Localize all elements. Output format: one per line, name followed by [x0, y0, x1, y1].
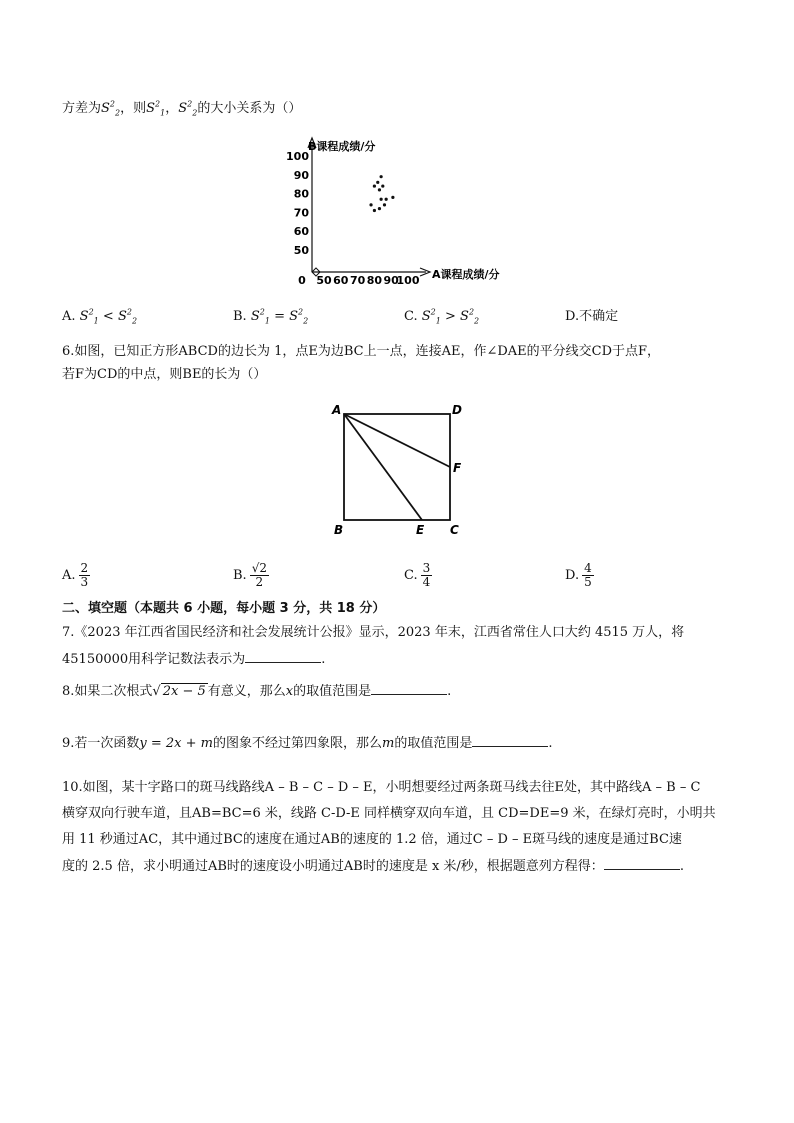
q7-line1: 7.《2023 年江西省国民经济和社会发展统计公报》显示，2023 年末，江西省常住人口大约 4515 万人，将 — [62, 625, 685, 640]
q10-line4 — [62, 857, 684, 876]
x-tick-label-0: 0 — [298, 274, 306, 287]
square-figure — [326, 400, 486, 540]
y-tick-label-90: 90 — [293, 168, 309, 182]
q7-end: . — [321, 652, 326, 667]
y-tick-label-100: 100 — [286, 150, 309, 163]
label-e: E — [416, 523, 425, 537]
x-tick-label-100: 100 — [396, 274, 420, 287]
y-tick-label-80: 80 — [293, 187, 309, 201]
q9-end: . — [548, 736, 553, 751]
q10-line1: 10.如图，某十字路口的斑马线路线A – B – C – D – E，小明想要经过两条斑马线去往E处，其中路线A – B – C — [62, 780, 701, 795]
label-a: A — [332, 403, 342, 417]
segment-af — [344, 414, 450, 467]
q6-option-b[interactable]: B. $\frac{√2}{2}$ — [233, 561, 267, 589]
scatter-point — [391, 196, 394, 199]
q5-s2-symbol-b: $S^2_2$ — [178, 99, 198, 118]
q5-stem-prefix: 方差为 — [62, 101, 102, 116]
q6-option-d[interactable]: D. $\frac{4}{5}$ — [565, 561, 592, 589]
q5-s1-symbol: $S^2_1$ — [146, 99, 166, 118]
q9-var: m — [382, 736, 395, 751]
q8-mid: 有意义，那么 — [207, 684, 286, 699]
scatter-point — [381, 184, 384, 187]
x-tick-label-90: 90 — [383, 274, 399, 287]
q5-stem-sep: ， — [165, 101, 179, 116]
x-tick-label-80: 80 — [366, 274, 383, 287]
q6-option-a[interactable]: A. $\frac{2}{3}$ — [62, 561, 89, 589]
q5-s2-symbol: $S^2_2$ — [101, 99, 121, 118]
scatter-point — [385, 198, 388, 201]
x-axis-label: A课程成绩/分 — [432, 268, 500, 281]
label-f: F — [453, 461, 462, 475]
q9-prefix: 9.若一次函数 — [62, 736, 140, 751]
q10-answer-blank[interactable] — [604, 857, 680, 870]
sqrt-symbol: √ — [152, 684, 161, 699]
q7-text: 用科学记数法表示为 — [128, 652, 246, 667]
q8-var: x — [285, 684, 294, 699]
x-tick-label-60: 60 — [333, 274, 349, 287]
square-abcd — [344, 414, 450, 520]
q6-stem-line2: 若F为CD的中点，则BE的长为（） — [62, 367, 267, 382]
q6-option-c[interactable]: C. $\frac{3}{4}$ — [404, 561, 431, 589]
section-2-heading: 二、填空题（本题共 6 小题，每小题 3 分，共 18 分） — [62, 601, 386, 616]
q10-end: . — [679, 859, 684, 874]
q8-suffix: 的取值范围是 — [293, 684, 372, 699]
q6-stem-line1: 6.如图，已知正方形ABCD的边长为 1，点E为边BC上一点，连接AE，作∠DAE的平分线交CD于点F， — [62, 344, 661, 359]
q5-option-b[interactable]: B. $S^2_1 = S^2_2$ — [233, 307, 309, 326]
q9-line — [62, 734, 553, 753]
q7-answer-blank[interactable] — [245, 650, 321, 663]
q8-radicand: 2x − 5 — [162, 684, 206, 699]
q7-number: 45150000 — [62, 652, 129, 667]
q5-option-a[interactable]: A. $S^2_1 < S^2_2$ — [62, 307, 138, 326]
scatter-point — [378, 207, 381, 210]
y-axis-label: B课程成绩/分 — [308, 140, 376, 153]
q10-line3: 用 11 秒通过AC，其中通过BC的速度在通过AB的速度的 1.2 倍，通过C – D – E斑马线的速度是通过BC速 — [62, 832, 682, 847]
q9-mid: 的图象不经过第四象限，那么 — [213, 736, 383, 751]
q10-line4-text: 度的 2.5 倍，求小明通过AB时的速度设小明通过AB时的速度是 x 米/秒，根据题意列方程得： — [62, 859, 604, 874]
scatter-points — [369, 175, 394, 212]
q8-answer-blank[interactable] — [371, 682, 447, 695]
q5-stem — [62, 100, 301, 118]
q9-suffix: 的取值范围是 — [394, 736, 473, 751]
y-tick-label-70: 70 — [293, 206, 309, 220]
label-c: C — [450, 523, 459, 537]
scatter-chart — [280, 132, 520, 292]
scatter-point — [380, 175, 383, 178]
q5-option-d[interactable]: D.不确定 — [565, 309, 619, 324]
scatter-point — [376, 181, 379, 184]
x-tick-label-70: 70 — [349, 274, 366, 287]
y-tick-label-50: 50 — [293, 244, 309, 257]
scatter-point — [369, 203, 372, 206]
q9-formula: y = 2x + m — [139, 736, 213, 751]
scatter-axes — [308, 138, 430, 276]
label-b: B — [334, 523, 344, 537]
scatter-point — [373, 184, 376, 187]
scatter-point — [378, 188, 381, 191]
scatter-point — [373, 209, 376, 212]
q8-end: . — [447, 684, 452, 699]
q8-prefix: 8.如果二次根式 — [62, 684, 153, 699]
scatter-ticks — [286, 150, 420, 287]
scatter-point — [380, 198, 383, 201]
q7-line2 — [62, 650, 325, 669]
segment-ae — [344, 414, 422, 520]
q10-line2: 横穿双向行驶车道，且AB=BC=6 米，线路 C-D-E 同样横穿双向车道，且 CD=DE=9 米，在绿灯亮时，小明共 — [62, 806, 716, 821]
q5-stem-mid: ，则 — [120, 101, 147, 116]
q5-option-c[interactable]: C. $S^2_1 > S^2_2$ — [404, 307, 480, 326]
q9-answer-blank[interactable] — [472, 734, 548, 747]
q5-stem-suffix: 的大小关系为（） — [197, 101, 302, 116]
scatter-point — [383, 203, 386, 206]
y-tick-label-60: 60 — [293, 225, 309, 239]
label-d: D — [452, 403, 462, 417]
q8-line — [62, 682, 451, 701]
x-tick-label-50: 50 — [316, 274, 332, 287]
